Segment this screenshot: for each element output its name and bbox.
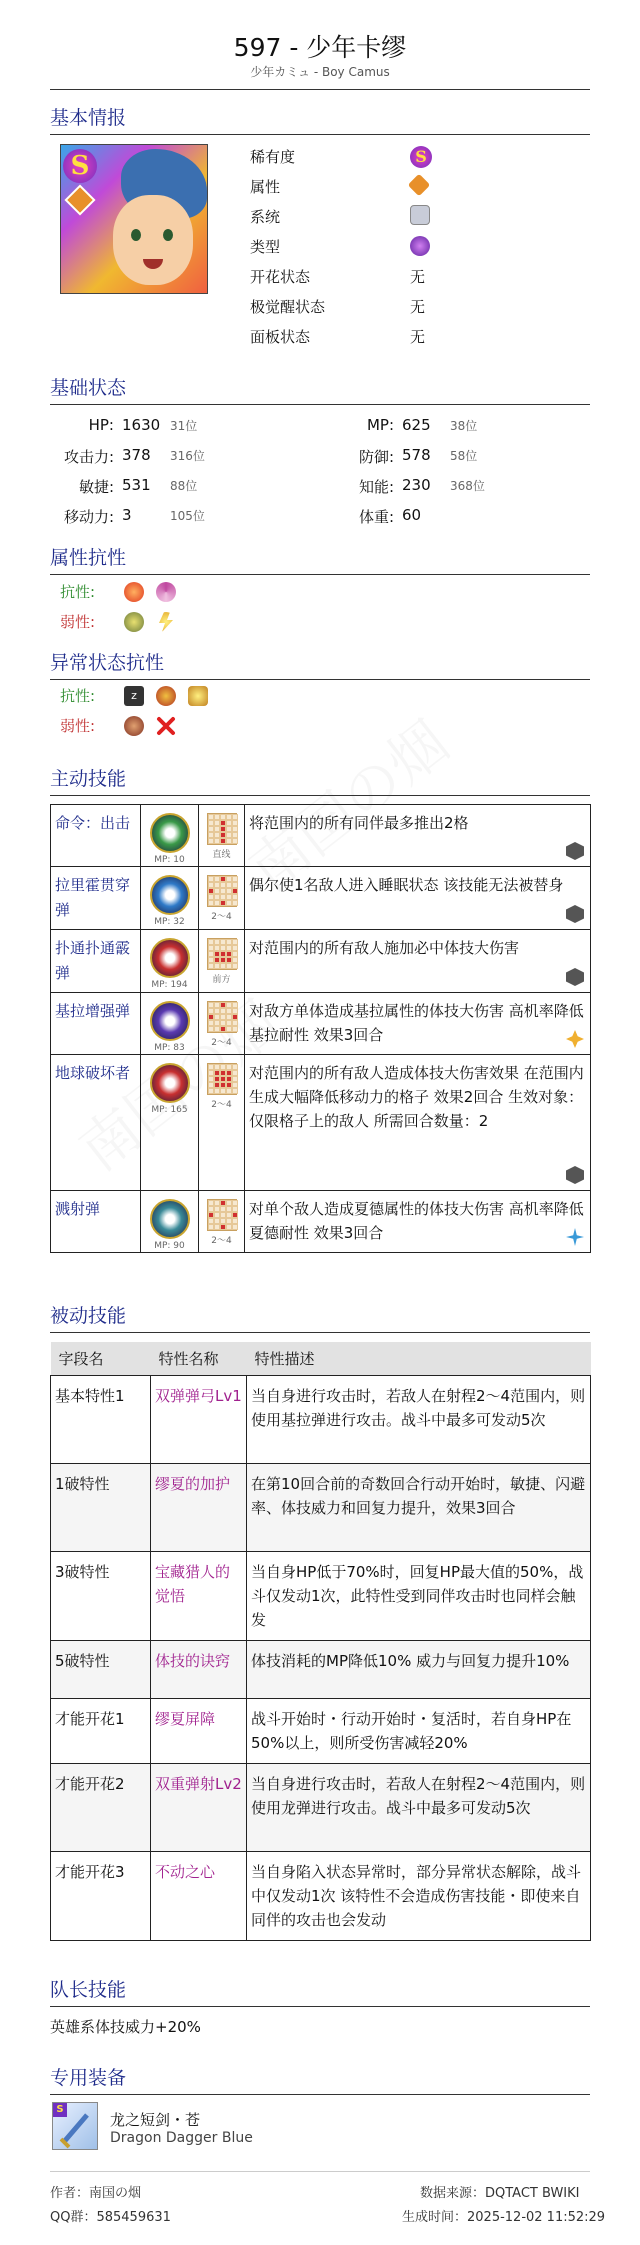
skill-range-cell [199, 1055, 245, 1191]
passive-row [51, 1764, 591, 1852]
passive-name: 体技的诀窍 [151, 1641, 247, 1699]
skill-desc: 对敌方单体造成基拉属性的体技大伤害 高机率降低基拉耐性 效果3回合 [249, 1002, 584, 1044]
info-label: 稀有度 [250, 148, 296, 166]
earth-icon [124, 612, 144, 632]
stat-rank: 88位 [170, 479, 198, 493]
passive-field: 1破特性 [51, 1464, 151, 1552]
range-grid [207, 813, 237, 845]
skill-name: 扑通扑通霰弹 [51, 930, 141, 993]
stat-value: 230 [402, 476, 431, 494]
skill-range-label: 直线 [212, 850, 231, 860]
passive-desc: 在第10回合前的奇数回合行动开始时，敏捷、闪避率、体技威力和回复力提升，效果3回合 [247, 1464, 591, 1552]
skill-icon-cell [141, 993, 199, 1055]
skill-name: 拉里霍贯穿弹 [51, 867, 141, 930]
stat-label: 体重: [358, 508, 394, 526]
section-basic-info: 基本情报 [50, 103, 590, 135]
section-leader-skill: 队长技能 [50, 1975, 590, 2007]
skill-range-cell [199, 867, 245, 930]
stat-label: 防御: [358, 448, 394, 466]
skill-orb-icon [150, 1001, 190, 1041]
skill-mp: MP: 83 [154, 1043, 185, 1053]
resist-label: 抗性: [60, 583, 96, 601]
info-label: 开花状态 [250, 268, 311, 286]
confusion-icon [156, 686, 176, 706]
neutral-icon [566, 1166, 584, 1184]
stat-value: 1630 [122, 416, 161, 434]
paralysis-icon [188, 686, 208, 706]
stat-value: 578 [402, 446, 431, 464]
skill-name: 地球破坏者 [51, 1055, 141, 1191]
col-field: 字段名 [51, 1342, 151, 1376]
section-passive-skills: 被动技能 [50, 1301, 590, 1333]
skill-desc: 将范围内的所有同伴最多推出2格 [249, 814, 469, 832]
status-weak-label: 弱性: [60, 717, 96, 735]
lightning-icon [156, 612, 176, 632]
stat-rank: 368位 [450, 479, 485, 493]
passive-name: 宝藏猎人的觉悟 [151, 1552, 247, 1641]
active-skills-table [50, 804, 591, 1253]
skill-range-cell [199, 930, 245, 993]
col-name: 特性名称 [151, 1342, 247, 1376]
system-icon [410, 205, 430, 225]
skill-name: 溅射弹 [51, 1191, 141, 1253]
skill-orb-icon [150, 938, 190, 978]
skill-row[interactable] [51, 993, 591, 1055]
skill-name: 命令：出击 [51, 805, 141, 867]
rank-s-icon: S [63, 149, 97, 183]
info-value: 无 [410, 298, 426, 316]
passive-field: 才能开花2 [51, 1764, 151, 1852]
stat-rank: 316位 [170, 449, 205, 463]
stat-rank: 58位 [450, 449, 478, 463]
skill-range-label: 前方 [212, 975, 231, 985]
footer-source: 数据来源：DQTACT BWIKI [420, 2186, 580, 2201]
range-grid [207, 1199, 237, 1231]
skill-row[interactable] [51, 1055, 591, 1191]
skill-row[interactable] [51, 930, 591, 993]
skill-range-label: 2～4 [211, 1236, 232, 1246]
stat-value: 378 [122, 446, 151, 464]
weak-label: 弱性: [60, 613, 96, 631]
footer-author: 作者：南国の烟 [50, 2186, 142, 2201]
passive-desc: 当自身HP低于70%时，回复HP最大值的50%，战斗仅发动1次，此特性受到同伴攻击时也同样会触发 [247, 1552, 591, 1641]
passive-name: 双重弹射Lv2 [151, 1764, 247, 1852]
passive-row [51, 1641, 591, 1699]
range-grid [207, 938, 237, 970]
info-label: 面板状态 [250, 328, 311, 346]
skill-orb-icon [150, 1199, 190, 1239]
neutral-icon [566, 842, 584, 860]
skill-row[interactable] [51, 867, 591, 930]
skill-range-label: 2～4 [211, 1038, 232, 1048]
section-active-skills: 主动技能 [50, 764, 590, 796]
passive-row [51, 1699, 591, 1764]
range-grid [207, 875, 237, 907]
passive-field: 基本特性1 [51, 1376, 151, 1464]
section-status-resist: 异常状态抗性 [50, 648, 590, 680]
passive-row [51, 1552, 591, 1641]
stat-value: 3 [122, 506, 132, 524]
passive-desc: 体技消耗的MP降低10% 威力与回复力提升10% [247, 1641, 591, 1699]
attribute-icon [408, 174, 431, 197]
footer-divider [50, 2171, 590, 2172]
info-label: 极觉醒状态 [250, 298, 326, 316]
skill-icon-cell [141, 930, 199, 993]
skill-range-label: 2～4 [211, 1100, 232, 1110]
type-icon [410, 236, 430, 256]
page-subtitle: 少年カミュ - Boy Camus [250, 65, 390, 79]
page-title: 597 - 少年卡缪 [233, 33, 407, 62]
passive-row [51, 1376, 591, 1464]
skill-range-cell [199, 805, 245, 867]
skill-desc: 对范围内的所有敌人施加必中体技大伤害 [249, 939, 520, 957]
section-base-stats: 基础状态 [50, 373, 590, 405]
passive-desc: 当自身进行攻击时，若敌人在射程2～4范围内，则使用龙弹进行攻击。战斗中最多可发动5次 [247, 1764, 591, 1852]
skill-desc: 偶尔使1名敌人进入睡眠状态 该技能无法被替身 [249, 876, 564, 894]
skill-mp: MP: 165 [151, 1105, 188, 1115]
skill-name: 基拉增强弹 [51, 993, 141, 1055]
passive-field: 才能开花3 [51, 1852, 151, 1941]
range-grid [207, 1001, 237, 1033]
status-resist-label: 抗性: [60, 687, 96, 705]
rarity-s-icon: S [410, 146, 432, 168]
skill-orb-icon [150, 813, 190, 853]
skill-icon-cell [141, 867, 199, 930]
passive-row [51, 1464, 591, 1552]
leader-skill-text: 英雄系体技威力+20% [50, 2018, 201, 2036]
section-equipment: 专用装备 [50, 2063, 590, 2095]
passive-name: 不动之心 [151, 1852, 247, 1941]
fire-icon [124, 582, 144, 602]
skill-range-label: 2～4 [211, 912, 232, 922]
poison-icon [124, 716, 144, 736]
close-icon [156, 716, 176, 736]
col-desc: 特性描述 [247, 1342, 591, 1376]
stat-value: 531 [122, 476, 151, 494]
passive-skills-table [50, 1342, 591, 1941]
skill-range-cell [199, 1191, 245, 1253]
skill-mp: MP: 32 [154, 917, 185, 927]
stat-value: 60 [402, 506, 422, 524]
info-value: 无 [410, 268, 426, 286]
divider [50, 89, 590, 90]
equipment-name: 龙之短剑・苍 [110, 2111, 201, 2129]
skill-range-cell [199, 993, 245, 1055]
stat-label: 攻击力: [63, 448, 114, 466]
section-resistance: 属性抗性 [50, 543, 590, 575]
skill-icon-cell [141, 805, 199, 867]
wind-icon [156, 582, 176, 602]
stat-rank: 31位 [170, 419, 198, 433]
stat-rank: 105位 [170, 509, 205, 523]
passive-row [51, 1852, 591, 1941]
skill-mp: MP: 10 [154, 855, 185, 865]
stat-label: 移动力: [63, 508, 114, 526]
stat-rank: 38位 [450, 419, 478, 433]
skill-row[interactable] [51, 805, 591, 867]
sleep-icon: z [124, 686, 144, 706]
passive-field: 3破特性 [51, 1552, 151, 1641]
skill-icon-cell [141, 1191, 199, 1253]
skill-desc: 对范围内的所有敌人造成体技大伤害效果 在范围内生成大幅降低移动力的格子 效果2回合 生效对象：仅限格子上的敌人 所需回合数量：2 [249, 1064, 584, 1130]
neutral-icon [566, 968, 584, 986]
stat-label: MP: [366, 416, 394, 434]
passive-name: 双弹弹弓Lv1 [151, 1376, 247, 1464]
info-label: 属性 [250, 178, 281, 196]
info-label: 类型 [250, 238, 281, 256]
skill-row[interactable] [51, 1191, 591, 1253]
passive-name: 缪夏的加护 [151, 1464, 247, 1552]
info-label: 系统 [250, 208, 281, 226]
stat-value: 625 [402, 416, 431, 434]
skill-mp: MP: 90 [154, 1241, 185, 1251]
character-portrait [60, 144, 208, 294]
stat-label: HP: [88, 416, 114, 434]
stat-label: 敏捷: [78, 478, 114, 496]
skill-icon-cell [141, 1055, 199, 1191]
info-value: 无 [410, 328, 426, 346]
passive-field: 才能开花1 [51, 1699, 151, 1764]
passive-desc: 当自身进行攻击时，若敌人在射程2～4范围内，则使用基拉弹进行攻击。战斗中最多可发动5次 [247, 1376, 591, 1464]
range-grid [207, 1063, 237, 1095]
passive-name: 缪夏屏障 [151, 1699, 247, 1764]
skill-orb-icon [150, 875, 190, 915]
passive-desc: 当自身陷入状态异常时，部分异常状态解除，战斗中仅发动1次 该特性不会造成伤害技能・即使来自同伴的攻击也会发动 [247, 1852, 591, 1941]
skill-mp: MP: 194 [151, 980, 188, 990]
skill-desc: 对单个敌人造成夏德属性的体技大伤害 高机率降低夏德耐性 效果3回合 [249, 1200, 584, 1242]
skill-orb-icon [150, 1063, 190, 1103]
attribute-icon [64, 184, 95, 215]
sword-icon: S [52, 2102, 98, 2150]
stat-label: 知能: [358, 478, 394, 496]
equipment-name-en: Dragon Dagger Blue [110, 2130, 253, 2146]
footer-time: 生成时间：2025-12-02 11:52:29 [402, 2210, 606, 2225]
passive-field: 5破特性 [51, 1641, 151, 1699]
neutral-icon [566, 905, 584, 923]
footer-qq: QQ群：585459631 [50, 2210, 171, 2225]
passive-desc: 战斗开始时・行动开始时・复活时，若自身HP在50%以上，则所受伤害减轻20% [247, 1699, 591, 1764]
